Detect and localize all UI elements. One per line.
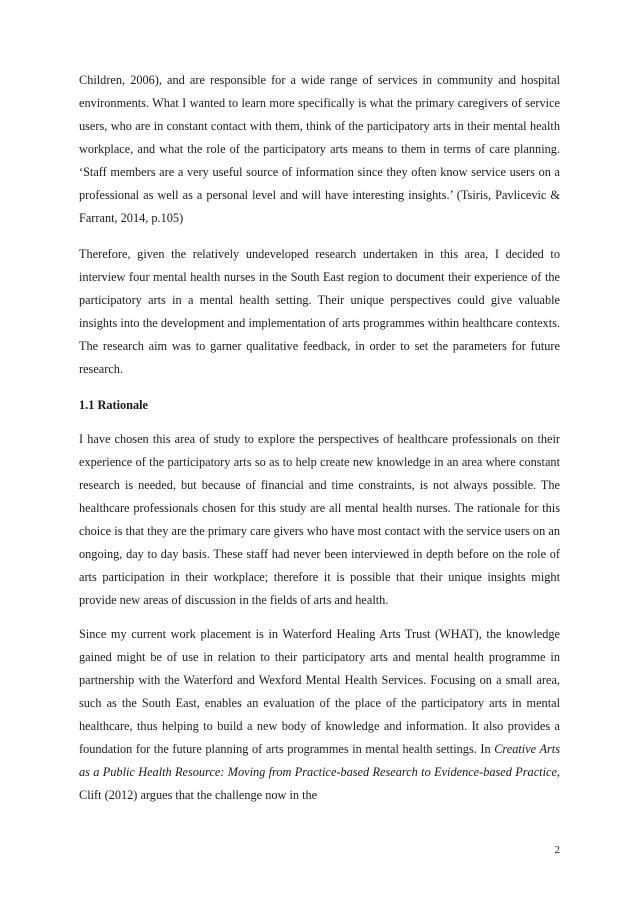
body-paragraph-3: I have chosen this area of study to explore the perspectives of healthcare professionals on their experience of the participatory arts so as to help create new knowledge in an area where constant research is needed, but because of financial and time constraints, is not always possible. The healthcare professionals chosen for this study are all mental health nurses. The rationale for this choice is that they are the primary care givers who have most contact with the service users on an ongoing, day to day basis. These staff had never been interviewed in depth before on the role of arts participation in their workplace; therefore it is possible that their unique insights might provide new areas of discussion in the fields of arts and health.: [79, 432, 560, 607]
body-paragraph-2: Therefore, given the relatively undeveloped research undertaken in this area, I decided to interview four mental health nurses in the South East region to document their experience of the participatory arts in a mental health setting. Their unique perspectives could give valuable insights into the development and implementation of arts programmes within healthcare contexts. The research aim was to garner qualitative feedback, in order to set the parameters for future research.: [79, 247, 560, 376]
body-paragraph-1: Children, 2006), and are responsible for a wide range of services in community and hospital environments. What I wanted to learn more specifically is what the primary caregivers of service users, who are in constant contact with them, think of the participatory arts in their mental health workplace, and what the role of the participatory arts means to them in terms of care planning. ‘Staff members are a very useful source of information since they often know service users on a professional as well as a personal level and will have interesting insights.’ (Tsiris, Pavlicevic & Farrant, 2014, p.105): [79, 73, 560, 225]
cited-book-title: Creative Arts as a Public Health Resource: Moving from Practice-based Research to Evidence-based Practice: [79, 742, 560, 779]
page-number: 2: [554, 844, 560, 856]
paragraph-4-text-start: Since my current work placement is in Waterford Healing Arts Trust (WHAT), the knowledge gained might be of use in relation to their participatory arts and mental health programme in partnership with the Waterford and Wexford Mental Health Services. Focusing on a small area, such as the South East, enables an evaluation of the place of the participatory arts in mental healthcare, thus helping to build a new body of knowledge and information. It also provides a foundation for the future planning of arts programmes in mental health settings. In: [79, 627, 560, 756]
paragraph-4-text-end: , Clift (2012) argues that the challenge now in the: [79, 765, 560, 802]
body-paragraph-4: [79, 623, 560, 807]
section-heading: 1.1 Rationale: [79, 398, 148, 412]
